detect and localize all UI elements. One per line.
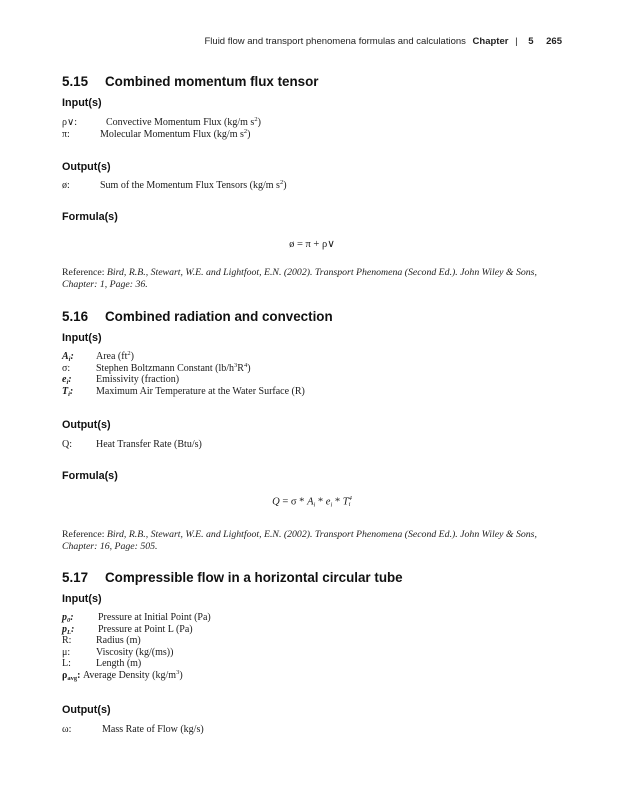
output-item	[62, 180, 562, 192]
input-item	[62, 612, 562, 624]
variable-symbol: ω:	[62, 724, 72, 735]
unit-exponent: 2	[243, 127, 248, 135]
symbol-base: p	[62, 623, 67, 635]
input-item	[62, 635, 562, 647]
input-item	[62, 670, 562, 682]
formula-superscript: 4	[348, 495, 352, 502]
variable-description: Pressure at Point L (Pa)	[98, 623, 193, 635]
variable-description: Mass Rate of Flow (kg/s)	[102, 724, 204, 735]
header-separator: |	[515, 36, 518, 47]
chapter-number: 5	[528, 36, 534, 47]
unit-end: )	[130, 351, 134, 362]
symbol-colon: :	[70, 351, 74, 362]
variable-description: Pressure at Initial Point (Pa)	[98, 612, 211, 623]
formula-equation: ø = π + ρ∨	[289, 239, 335, 250]
variable-description: Maximum Air Temperature at the Water Surface (R)	[96, 385, 305, 397]
variable-description: Viscosity (kg/(ms))	[96, 646, 174, 658]
variable-description: Convective Momentum Flux (kg/m s	[106, 117, 255, 128]
outputs-list	[62, 724, 562, 736]
variable-symbol: Q:	[62, 439, 72, 450]
unit-end: )	[179, 669, 183, 681]
formula-script-stack	[349, 496, 352, 508]
section-5-17-heading	[62, 570, 562, 585]
formula-subscript: i	[313, 501, 316, 509]
formula-temperature: T	[342, 496, 349, 508]
variable-symbol: ø:	[62, 180, 70, 191]
outputs-heading: Output(s)	[62, 704, 111, 716]
variable-symbol: π:	[62, 128, 70, 140]
unit-exponent: 2	[279, 179, 284, 186]
variable-description: Emissivity (fraction)	[96, 374, 180, 386]
symbol-base: ρ	[62, 669, 68, 681]
unit-exponent: 2	[127, 350, 131, 357]
unit-exponent: 4	[243, 361, 248, 369]
variable-description: Area (ft	[96, 351, 128, 362]
output-item	[62, 439, 562, 451]
symbol-subscript: i	[68, 356, 71, 363]
symbol-subscript: L	[67, 628, 71, 636]
outputs-heading: Output(s)	[62, 419, 111, 431]
section-title	[62, 309, 562, 324]
symbol-subscript: i	[68, 390, 70, 398]
symbol-subscript: avg	[67, 674, 78, 682]
inputs-list	[62, 612, 562, 682]
formula-equation	[62, 496, 562, 508]
reference-citation: Bird, R.B., Stewart, W.E. and Lightfoot, E.N. (2002). Transport Phenomena (Second Ed.). John Wiley & Sons, Chapter: 1, Page: 36.	[62, 267, 537, 291]
variable-symbol: ρ∨:	[62, 117, 78, 128]
variable-symbol	[62, 351, 96, 363]
symbol-base: p	[62, 612, 67, 623]
input-item	[62, 351, 562, 363]
reference-prefix: Reference:	[62, 529, 105, 540]
input-item	[62, 117, 562, 129]
symbol-base: e	[62, 374, 67, 386]
section-title-text: Combined radiation and convection	[105, 309, 333, 324]
symbol-colon: :	[77, 669, 81, 681]
inputs-list	[62, 351, 562, 397]
variable-description: Length (m)	[96, 658, 142, 670]
formula-heading: Formula(s)	[62, 470, 118, 482]
unit-end: )	[283, 180, 287, 191]
unit-exponent: 2	[254, 116, 258, 123]
page-number: 265	[546, 36, 562, 47]
page	[62, 0, 562, 800]
inputs-heading: Input(s)	[62, 332, 102, 344]
section-title	[62, 74, 562, 89]
symbol-colon: :	[69, 385, 74, 397]
running-header	[205, 36, 563, 47]
section-title	[62, 570, 562, 585]
unit-end: )	[257, 117, 261, 128]
input-item	[62, 386, 562, 398]
output-item	[62, 724, 562, 736]
chapter-label: Chapter	[472, 36, 509, 47]
inputs-list	[62, 117, 562, 140]
formula-area: A	[307, 496, 314, 508]
section-title-text: Compressible flow in a horizontal circular tube	[105, 570, 403, 585]
formula-operator: *	[332, 496, 343, 508]
variable-description: Radius (m)	[96, 635, 141, 647]
variable-symbol: R:	[62, 635, 72, 647]
variable-description: Average Density (kg/m	[82, 669, 177, 681]
formula-lhs: Q	[272, 496, 280, 508]
input-item	[62, 129, 562, 141]
reference	[62, 267, 562, 292]
symbol-colon: :	[70, 623, 75, 635]
outputs-heading: Output(s)	[62, 161, 111, 173]
variable-description: Stephen Boltzmann Constant (lb/h	[96, 362, 235, 374]
symbol-base: A	[62, 351, 69, 362]
formula-emissivity: e	[325, 496, 331, 508]
input-item	[62, 624, 562, 636]
reference	[62, 529, 562, 554]
reference-citation: Bird, R.B., Stewart, W.E. and Lightfoot, E.N. (2002). Transport Phenomena (Second Ed.). John Wiley & Sons, Chapter: 16, Page: 505.	[62, 529, 537, 553]
formula-heading: Formula(s)	[62, 211, 118, 223]
unit-exponent: 3	[234, 361, 238, 369]
outputs-list	[62, 439, 562, 451]
inputs-heading: Input(s)	[62, 97, 102, 109]
variable-symbol: σ:	[62, 362, 71, 374]
section-5-16-heading	[62, 309, 562, 324]
section-number: 5.16	[62, 309, 89, 324]
variable-symbol	[62, 612, 98, 624]
symbol-subscript: i	[66, 379, 69, 387]
variable-symbol	[62, 386, 96, 398]
section-number: 5.17	[62, 570, 89, 585]
variable-symbol	[62, 624, 98, 636]
section-5-15-heading	[62, 74, 562, 89]
variable-description: Molecular Momentum Flux (kg/m s	[100, 128, 244, 140]
symbol-colon: :	[70, 612, 74, 623]
formula-subscript: i	[330, 501, 333, 509]
input-item	[62, 647, 562, 659]
variable-symbol	[62, 374, 96, 386]
unit-end: )	[247, 362, 251, 374]
variable-symbol	[62, 670, 80, 681]
variable-symbol: μ:	[62, 646, 71, 658]
variable-description: Sum of the Momentum Flux Tensors (kg/m s	[100, 180, 280, 191]
symbol-base: T	[62, 385, 69, 397]
section-number: 5.15	[62, 74, 89, 89]
variable-symbol: L:	[62, 658, 71, 670]
unit-end: )	[247, 128, 251, 140]
input-item	[62, 374, 562, 386]
formula-equals: = σ *	[279, 496, 308, 508]
unit-exponent: 3	[176, 668, 180, 676]
symbol-subscript: 0	[67, 617, 71, 624]
outputs-list	[62, 180, 562, 192]
section-title-text: Combined momentum flux tensor	[105, 74, 319, 89]
input-item	[62, 658, 562, 670]
symbol-colon: :	[68, 374, 72, 386]
formula-operator: *	[315, 496, 326, 508]
reference-prefix: Reference:	[62, 267, 105, 278]
inputs-heading: Input(s)	[62, 593, 102, 605]
formula-subscript: i	[348, 501, 351, 508]
unit-mid: R	[237, 362, 244, 374]
variable-description: Heat Transfer Rate (Btu/s)	[96, 439, 202, 450]
running-title: Fluid flow and transport phenomena formulas and calculations	[204, 36, 466, 47]
input-item	[62, 363, 562, 375]
